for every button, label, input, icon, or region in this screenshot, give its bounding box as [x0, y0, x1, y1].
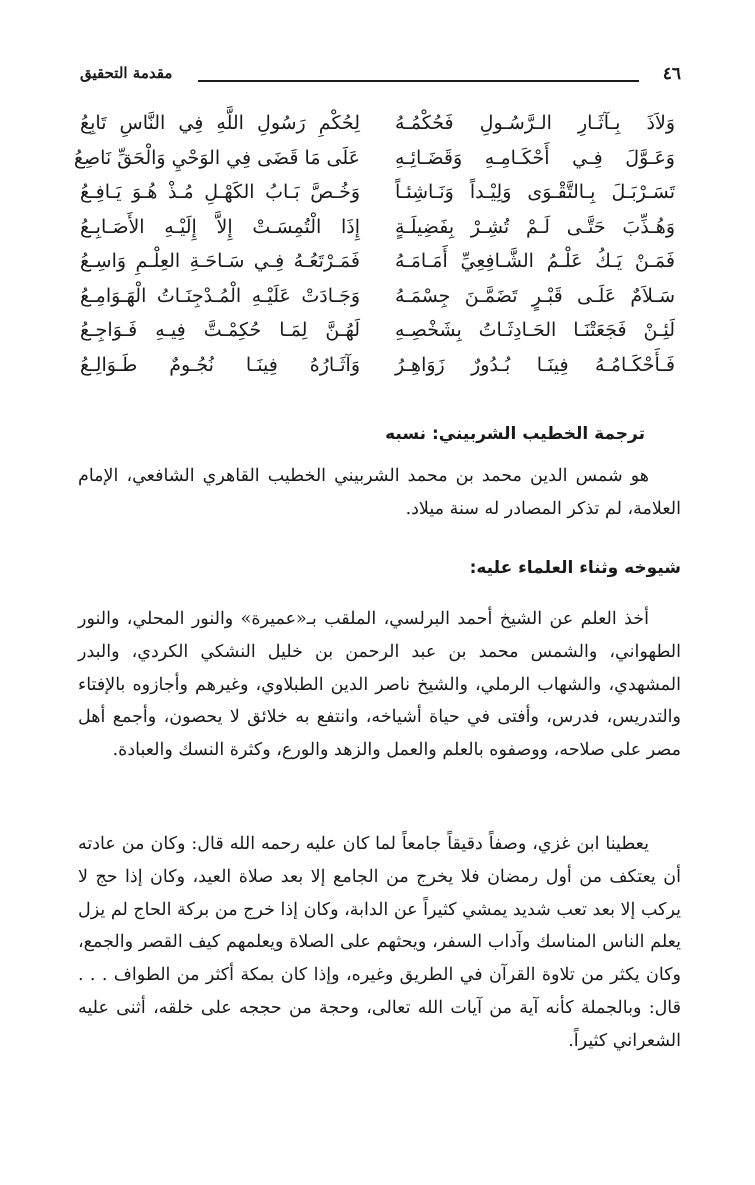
poem-verse [80, 108, 681, 143]
verse-first-hemistich: فَـأَحْكَـامُـهُ فِينَـا بُـدُورٌ زَوَاهِـرُ [395, 353, 675, 376]
verse-first-hemistich: فَمَـنْ يَـكُ عَلْـمُ الشَّـافِعِيِّ أَمَـامَـهُ [395, 250, 675, 272]
verse-second-hemistich: وَخُـصَّ بَـابُ الكَهْـلِ مُـذْ هُـوَ يَـافِـعُ [80, 181, 360, 203]
page-header [80, 60, 681, 100]
verse-first-hemistich: وَهُـذِّبَ حَتَّـى لَـمْ تُشِـرْ بِفَضِيلَـةٍ [395, 215, 675, 238]
poem-verse [80, 212, 681, 247]
bio-paragraph: هو شمس الدين محمد بن محمد الشربيني الخطيب القاهري الشافعي، الإمام العلامة، لم تذكر المصادر له سنة ميلاد. [78, 466, 681, 519]
running-title: مقدمة التحقيق [80, 64, 173, 82]
verse-second-hemistich: لَهُـنَّ لِمَـا حُكِمْـتَّ فِيـهِ فَـوَاجِـعُ [80, 319, 360, 341]
poem-verse [80, 281, 681, 316]
verse-second-hemistich: وَجَـادَتْ عَلَيْـهِ الْمُـدْجِنَـاتُ الْهَـوَامِـعُ [80, 284, 360, 307]
verse-second-hemistich: وَآثَـارُهُ فِينَـا نُجُـومٌ طَـوَالِـعُ [80, 353, 360, 376]
verse-first-hemistich: وَلاَذَ بِـآثَـارِ الـرَّسُـولِ فَحُكْمُـهُ [395, 112, 675, 134]
poem-verse [80, 315, 681, 350]
poem-verse [80, 350, 681, 385]
verse-first-hemistich: وَعَـوَّلَ فِـي أَحْكَـامِـهِ وَقَضَـائِـهِ [395, 146, 675, 169]
poem [73, 108, 681, 384]
verse-second-hemistich: فَمَـرْتَعُـهُ فِـي سَـاحَـةِ العِلْـمِ وَاسِـعُ [80, 250, 360, 272]
ibn-ghazi-paragraph: يعطينا ابن غزي، وصفاً دقيقاً جامعاً لما كان عليه رحمه الله قال: وكان من عادته أن يعتكف من أول رمضان فلا يخرج من الجامع إلا بعد صلاة العيد، وكان إذا حج لا يركب إلا بعد تعب شديد يمشي كثيراً عن الدابة، وكان إذا خرج من بركة الحاج لم يزل يعلم الناس المناسك وآداب السفر، ويحثهم على الصلاة ويعلمهم كيف القصر والجمع، وكان يكثر من تلاوة القرآن في الطريق وغيره، وإذا كان بمكة أكثر من الطواف . . . قال: وبالجملة كأنه آية من آيات الله تعالى، وحجة من حججه على خلقه، أثنى عليه الشعراني كثيراً. [78, 834, 681, 1051]
verse-second-hemistich: إِذَا الْتُمِسَـتْ إِلاَّ إِلَيْـهِ الأَصَـابِـعُ [80, 215, 360, 238]
poem-verse [80, 246, 681, 281]
poem-verse [73, 143, 681, 178]
page-number: ٤٦ [662, 64, 681, 84]
poem-verse [80, 177, 681, 212]
verse-first-hemistich: سَـلاَمٌ عَلَـى قَبْـرٍ تَضَمَّـنَ جِسْمَـهُ [395, 284, 675, 307]
bio-heading: ترجمة الخطيب الشربيني: نسبه [385, 424, 645, 444]
verse-first-hemistich: تَسَـرْبَـلَ بِـالتَّقْـوَى وَلِيْـداً وَنَـاشِئـاً [395, 181, 675, 203]
teachers-paragraph: أخذ العلم عن الشيخ أحمد البرلسي، الملقب بـ«عميرة» والنور المحلي، والنور الطهواني، والشمس محمد بن عبد الرحمن بن خليل النشكي الكردي، والبدر المشهدي، والشهاب الرملي، والشيخ ناصر الدين الطبلاوي، وغيرهم وأجازوه بالإفتاء والتدريس، فدرس، وأفتى في حياة أشياخه، وانتفع به خلائق لا يحصون، وأجمع أهل مصر على صلاحه، ووصفوه بالعلم والعمل والزهد والورع، وكثرة النسك والعبادة. [78, 609, 681, 761]
header-rule [198, 80, 639, 82]
teachers-heading: شيوخه وثناء العلماء عليه: [469, 558, 681, 578]
verse-second-hemistich: عَلَى مَا قَضَى فِي الوَحْيِ وَالْحَقِّ نَاصِعُ [73, 146, 360, 169]
verse-second-hemistich: لِحُكْمِ رَسُولِ اللَّهِ فِي النَّاسِ تَابِعُ [80, 112, 360, 134]
verse-first-hemistich: لَئِـنْ فَجَعَتْنَـا الحَـادِثَـاتُ بِشَخْصِـهِ [395, 319, 675, 341]
